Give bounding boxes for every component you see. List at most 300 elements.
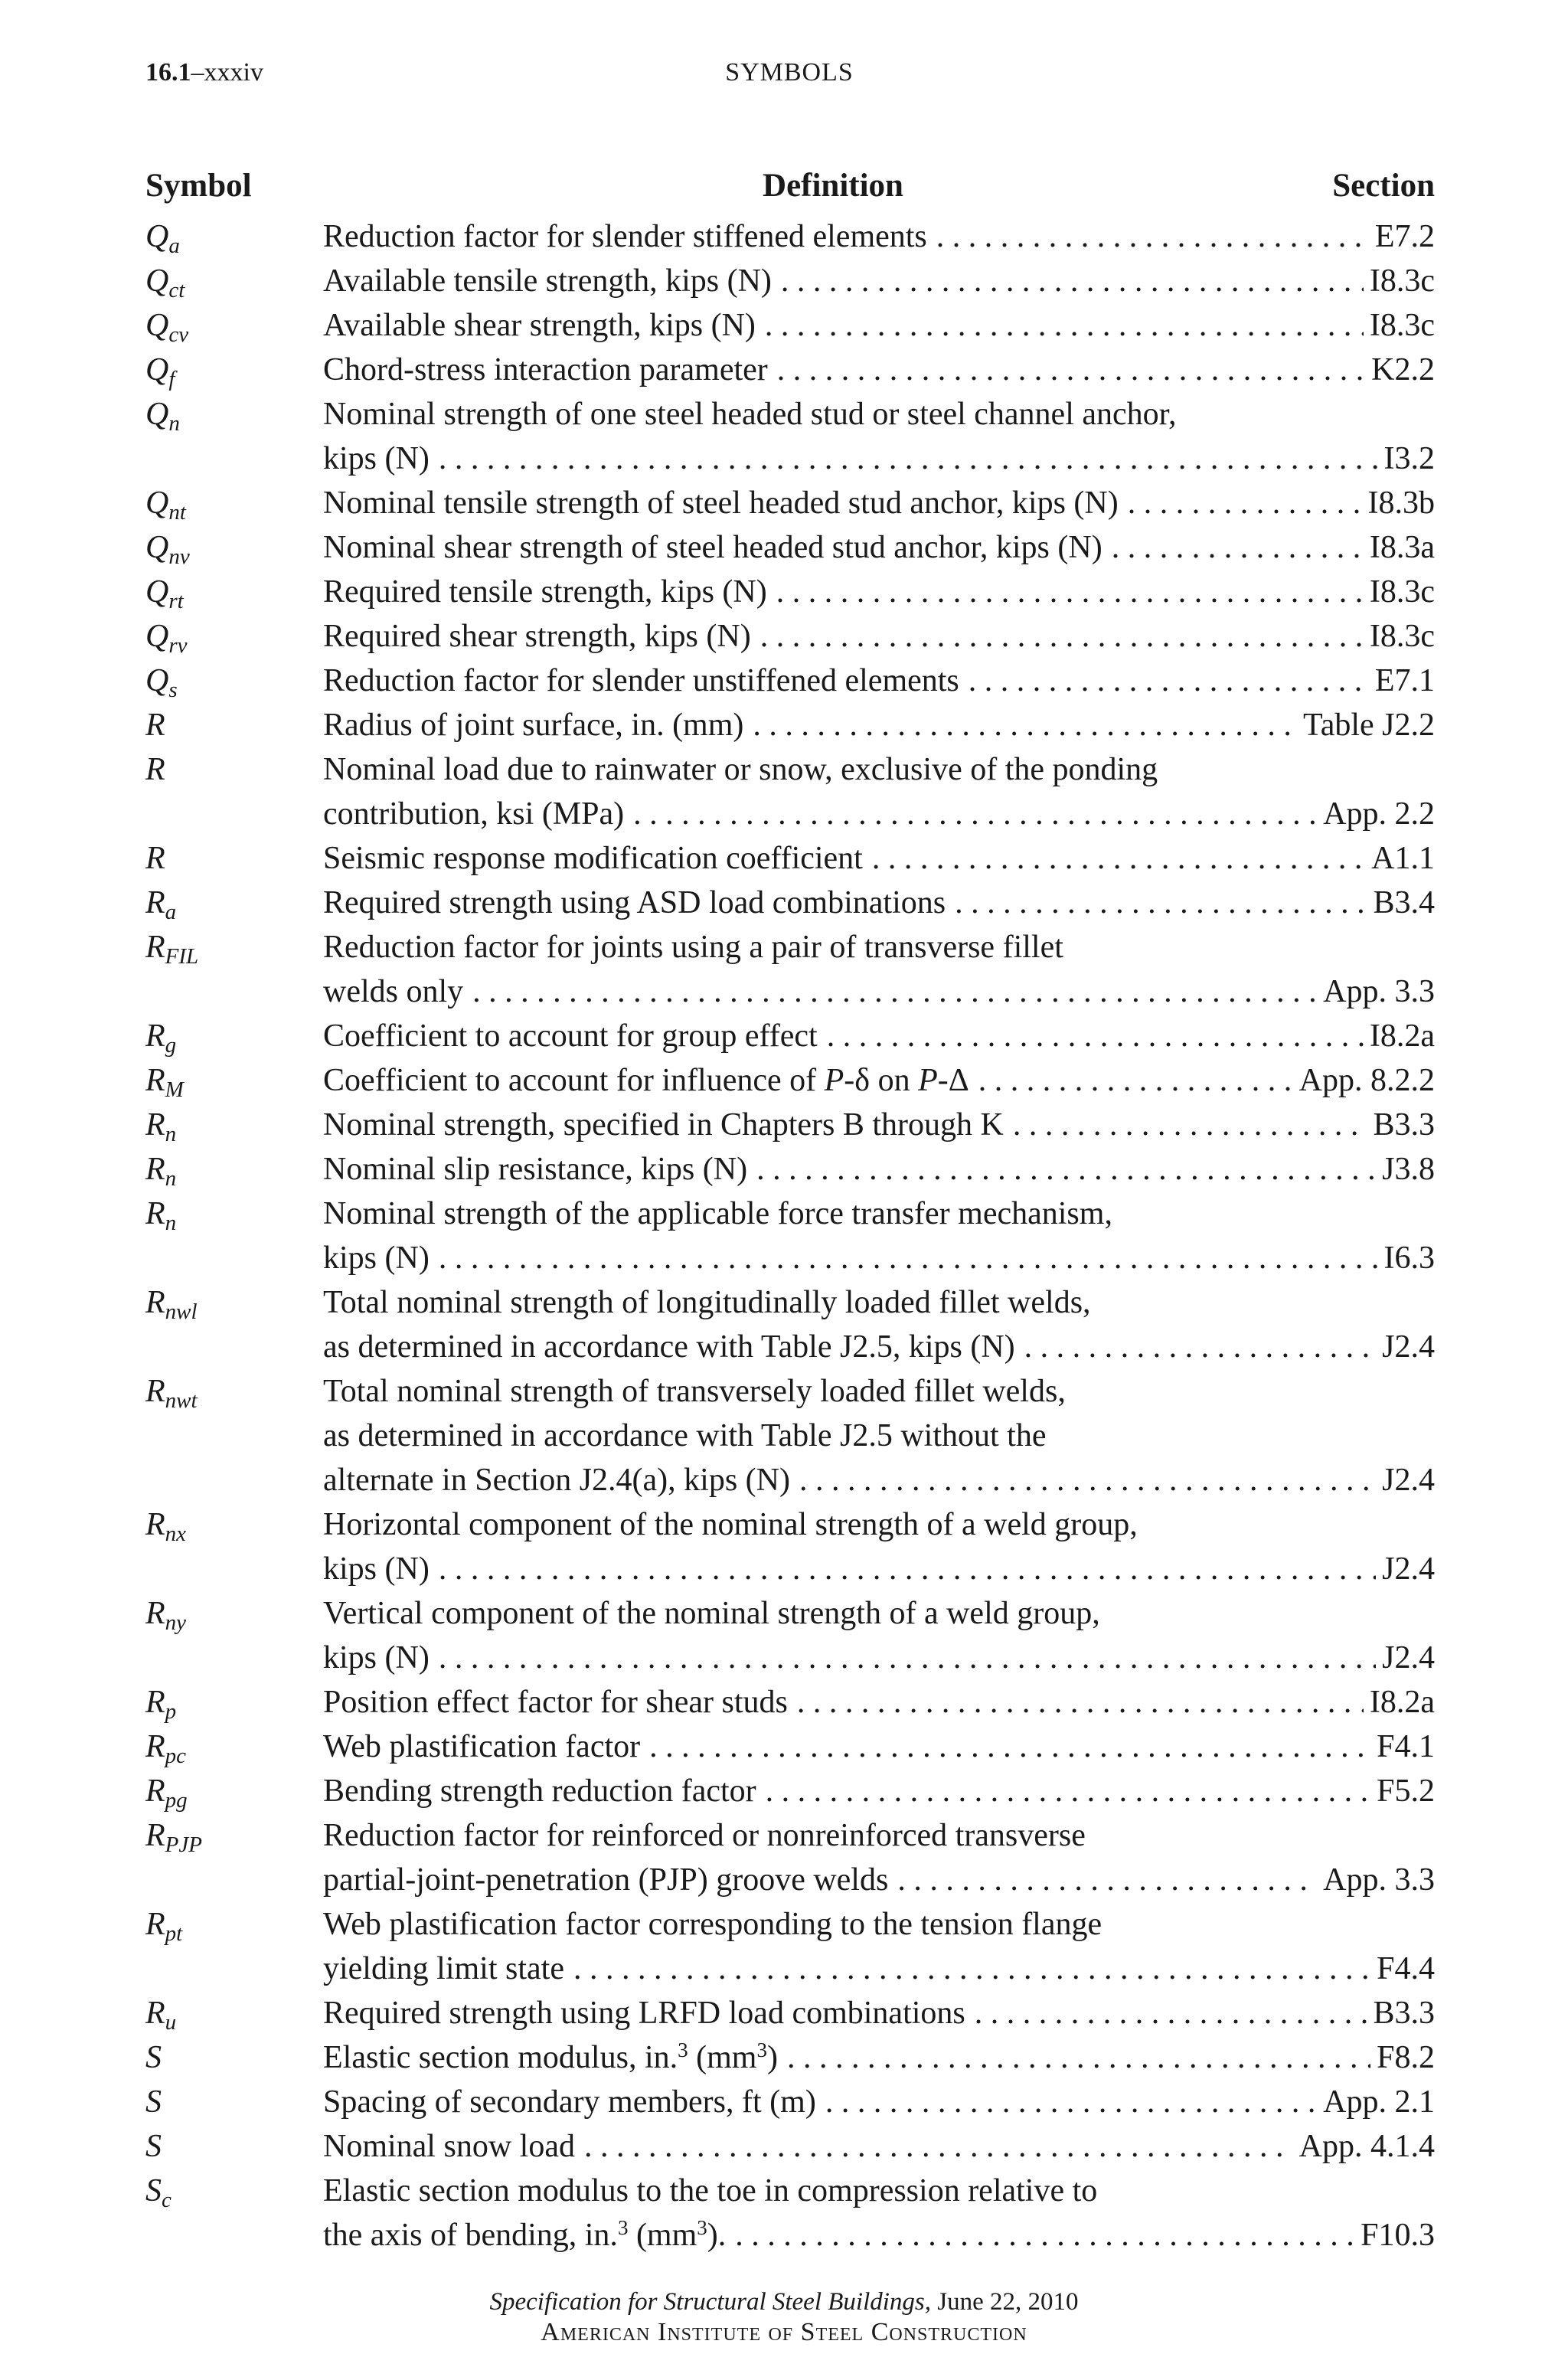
dot-leader xyxy=(439,1636,1376,1680)
symbol-base: R xyxy=(145,1907,165,1942)
symbol-entry xyxy=(145,925,1435,1014)
definition-text: Available tensile strength, kips (N) xyxy=(323,263,772,299)
symbol-entry xyxy=(145,1680,1435,1725)
symbol xyxy=(145,1014,323,1058)
definition-text: Seismic response modification coefficient xyxy=(323,841,863,876)
definition-text: Available shear strength, kips (N) xyxy=(323,308,756,343)
symbol-entry xyxy=(145,570,1435,614)
symbol xyxy=(145,259,323,303)
dot-leader xyxy=(573,1947,1370,1991)
dot-leader xyxy=(1024,1325,1376,1369)
definition-final-line xyxy=(323,1236,1435,1280)
definition-final-line xyxy=(323,1947,1435,1991)
symbol-subscript: s xyxy=(168,678,178,702)
section-reference: F4.1 xyxy=(1377,1729,1435,1764)
definition-final-line xyxy=(323,1325,1435,1369)
definition xyxy=(323,1280,1435,1369)
definition-text: alternate in Section J2.4(a), kips (N) xyxy=(323,1463,790,1498)
definition-line: Reduction factor for joints using a pair of transverse fillet xyxy=(323,930,1063,965)
symbol-base: S xyxy=(145,2173,162,2208)
section-reference: I8.2a xyxy=(1369,1018,1435,1054)
definition xyxy=(323,1502,1435,1591)
definition-final-line xyxy=(323,1858,1435,1902)
definition-final-line xyxy=(323,259,1435,303)
definition xyxy=(323,836,1435,881)
symbol xyxy=(145,1147,323,1192)
dot-leader xyxy=(439,436,1378,481)
definition-text: Elastic section modulus, in.$^3$ $(mm^3)$ xyxy=(323,2038,778,2075)
definition-text: welds only xyxy=(323,974,464,1009)
symbol xyxy=(145,2080,323,2124)
symbol-entry xyxy=(145,2169,1435,2257)
symbol-subscript: rv xyxy=(168,633,188,658)
symbol-entry xyxy=(145,525,1435,570)
symbol xyxy=(145,1502,323,1591)
definition-text: partial-joint-penetration (PJP) groove welds xyxy=(323,1862,889,1898)
definition-text: kips (N) xyxy=(323,1551,430,1587)
column-header-symbol: Symbol xyxy=(145,168,252,204)
definition xyxy=(323,525,1435,570)
definition-text: kips (N) xyxy=(323,1241,430,1276)
section-reference: I8.3c xyxy=(1369,263,1435,299)
dot-leader xyxy=(936,214,1369,259)
definition-text: Chord-stress interaction parameter xyxy=(323,352,768,387)
symbol-base: S xyxy=(145,2084,162,2120)
symbol-base: R xyxy=(145,1729,165,1764)
section-reference: A1.1 xyxy=(1371,841,1435,876)
definition-line: Nominal strength of the applicable force transfer mechanism, xyxy=(323,1196,1112,1231)
symbol-entry xyxy=(145,1502,1435,1591)
definition xyxy=(323,1591,1435,1680)
symbol-base: R xyxy=(145,930,165,965)
definition xyxy=(323,2124,1435,2169)
definition xyxy=(323,1680,1435,1725)
symbol-base: Q xyxy=(145,397,169,432)
symbol xyxy=(145,1813,323,1902)
definition xyxy=(323,1058,1435,1103)
definition xyxy=(323,1147,1435,1192)
definition-text: Bending strength reduction factor xyxy=(323,1774,756,1809)
symbol xyxy=(145,348,323,392)
symbol xyxy=(145,525,323,570)
symbol-base: Q xyxy=(145,263,169,299)
symbol-base: R xyxy=(145,708,165,743)
dot-leader xyxy=(975,1991,1367,2035)
symbol-subscript: pt xyxy=(165,1921,183,1946)
definition-final-line xyxy=(323,1769,1435,1813)
section-reference: I8.3a xyxy=(1369,530,1435,565)
section-reference: I8.3c xyxy=(1369,574,1435,610)
symbol-base: Q xyxy=(145,574,169,610)
symbol-base: Q xyxy=(145,663,169,698)
definition-final-line xyxy=(323,659,1435,703)
symbol-base: R xyxy=(145,1774,165,1809)
definition-text: Spacing of secondary members, ft (m) xyxy=(323,2084,816,2120)
definition-final-line xyxy=(323,481,1435,525)
section-reference: I6.3 xyxy=(1383,1241,1435,1276)
symbol xyxy=(145,1280,323,1369)
section-reference: App. 8.2.2 xyxy=(1298,1063,1435,1098)
symbol-subscript: ny xyxy=(165,1610,187,1635)
symbol-entry xyxy=(145,659,1435,703)
symbol-subscript: g xyxy=(165,1033,177,1058)
definition xyxy=(323,1103,1435,1147)
section-reference: E7.2 xyxy=(1374,219,1435,254)
symbol-base: Q xyxy=(145,485,169,521)
symbol-subscript: n xyxy=(165,1211,177,1235)
symbol xyxy=(145,881,323,925)
symbol xyxy=(145,1369,323,1502)
definition-text: Coefficient to account for influence of P-δ on P-Δ xyxy=(323,1063,969,1098)
section-reference: App. 2.2 xyxy=(1323,796,1435,832)
definition-text: Nominal slip resistance, kips (N) xyxy=(323,1152,748,1187)
symbol-base: Q xyxy=(145,619,169,654)
symbol-subscript: a xyxy=(165,900,177,924)
definition-text: as determined in accordance with Table J2.5, kips (N) xyxy=(323,1329,1015,1365)
symbol xyxy=(145,481,323,525)
dot-leader xyxy=(1112,525,1364,570)
dot-leader xyxy=(955,881,1367,925)
symbol-base: R xyxy=(145,1196,165,1231)
section-reference: I8.2a xyxy=(1369,1685,1435,1720)
symbol xyxy=(145,836,323,881)
definition-final-line xyxy=(323,436,1435,481)
symbol-entry xyxy=(145,392,1435,481)
definition-text: kips (N) xyxy=(323,1640,430,1675)
definition xyxy=(323,570,1435,614)
definition-final-line xyxy=(323,1725,1435,1769)
definition xyxy=(323,2169,1435,2257)
symbol-base: Q xyxy=(145,352,169,387)
definition-text: the axis of bending, in.$^3$ $(mm^3)$. xyxy=(323,2216,727,2253)
dot-leader xyxy=(978,1058,1293,1103)
definition-text: Required shear strength, kips (N) xyxy=(323,619,751,654)
definition xyxy=(323,659,1435,703)
definition xyxy=(323,747,1435,836)
dot-leader xyxy=(735,2213,1354,2257)
symbol-base: R xyxy=(145,1685,165,1720)
symbol-base: R xyxy=(145,1018,165,1054)
definition-line: Vertical component of the nominal strength of a weld group, xyxy=(323,1596,1100,1631)
symbol-base: R xyxy=(145,885,165,920)
definition-text: Radius of joint surface, in. (mm) xyxy=(323,708,744,743)
definition xyxy=(323,1902,1435,1991)
definition xyxy=(323,881,1435,925)
symbol-subscript: n xyxy=(168,411,180,436)
symbol xyxy=(145,1680,323,1725)
dot-leader xyxy=(777,348,1365,392)
dot-leader xyxy=(787,2035,1370,2080)
symbol-entry xyxy=(145,1103,1435,1147)
definition xyxy=(323,392,1435,481)
section-reference: J3.8 xyxy=(1382,1152,1435,1187)
definition-final-line xyxy=(323,2213,1435,2257)
definition xyxy=(323,614,1435,659)
symbol xyxy=(145,1192,323,1280)
definition xyxy=(323,1813,1435,1902)
symbol-subscript: nx xyxy=(165,1522,187,1546)
symbol xyxy=(145,1769,323,1813)
definition-text: yielding limit state xyxy=(323,1951,564,1986)
definition-text: kips (N) xyxy=(323,441,430,476)
symbol-subscript: n xyxy=(165,1166,177,1191)
section-reference: I3.2 xyxy=(1383,441,1435,476)
symbol-base: R xyxy=(145,841,165,876)
definition-final-line xyxy=(323,1014,1435,1058)
section-reference: B3.3 xyxy=(1373,1107,1435,1143)
symbol-base: R xyxy=(145,1507,165,1542)
symbol-list xyxy=(145,214,1435,2257)
symbol xyxy=(145,2169,323,2257)
symbol-entry xyxy=(145,1769,1435,1813)
symbol-base: R xyxy=(145,1996,165,2031)
symbol-base: R xyxy=(145,1374,165,1409)
dot-leader xyxy=(827,1014,1364,1058)
symbol xyxy=(145,1103,323,1147)
definition-text: Required strength using ASD load combinations xyxy=(323,885,946,920)
section-reference: F10.3 xyxy=(1361,2218,1435,2253)
symbol-base: R xyxy=(145,1285,165,1320)
dot-leader xyxy=(872,836,1365,881)
symbol-subscript: PJP xyxy=(165,1832,202,1857)
symbol-entry xyxy=(145,881,1435,925)
definition-final-line xyxy=(323,1636,1435,1680)
section-reference: App. 3.3 xyxy=(1323,974,1435,1009)
symbol-base: R xyxy=(145,752,165,787)
definition-line: Horizontal component of the nominal strength of a weld group, xyxy=(323,1507,1138,1542)
dot-leader xyxy=(472,969,1317,1014)
definition-final-line xyxy=(323,2124,1435,2169)
symbol-subscript: p xyxy=(165,1699,177,1724)
symbol xyxy=(145,925,323,1014)
section-reference: I8.3c xyxy=(1369,619,1435,654)
running-title: SYMBOLS xyxy=(725,58,854,87)
symbol-entry xyxy=(145,1369,1435,1502)
symbol-subscript: rt xyxy=(168,589,184,613)
definition xyxy=(323,259,1435,303)
definition-text: Nominal tensile strength of steel headed stud anchor, kips (N) xyxy=(323,485,1119,521)
page-number: 16.1–xxxiv xyxy=(145,58,263,87)
definition-final-line xyxy=(323,2080,1435,2124)
symbol-entry xyxy=(145,1591,1435,1680)
definition xyxy=(323,1369,1435,1502)
definition-line: Reduction factor for reinforced or nonreinforced transverse xyxy=(323,1818,1086,1853)
symbol xyxy=(145,1902,323,1991)
running-head xyxy=(145,58,1433,96)
symbol-entry xyxy=(145,259,1435,303)
section-reference: E7.1 xyxy=(1374,663,1435,698)
definition-text: Nominal snow load xyxy=(323,2129,575,2164)
symbol-base: R xyxy=(145,1152,165,1187)
symbol-subscript: ct xyxy=(168,278,185,302)
symbol-subscript: pc xyxy=(165,1744,187,1768)
dot-leader xyxy=(584,2124,1293,2169)
symbol-entry xyxy=(145,481,1435,525)
symbol-entry xyxy=(145,1902,1435,1991)
symbol-subscript: nt xyxy=(168,500,186,525)
definition-line: Web plastification factor corresponding to the tension flange xyxy=(323,1907,1102,1942)
symbol-base: Q xyxy=(145,530,169,565)
symbol xyxy=(145,2035,323,2080)
definition-text: Nominal shear strength of steel headed stud anchor, kips (N) xyxy=(323,530,1102,565)
definition-text: Web plastification factor xyxy=(323,1729,641,1764)
section-reference: F8.2 xyxy=(1377,2040,1435,2075)
symbol xyxy=(145,614,323,659)
footer-publisher: American Institute of Steel Construction xyxy=(541,2318,1027,2346)
definition-final-line xyxy=(323,525,1435,570)
dot-leader xyxy=(825,2080,1317,2124)
symbol-subscript: cv xyxy=(168,322,189,347)
section-reference: Table J2.2 xyxy=(1302,708,1435,743)
symbols-table xyxy=(145,167,1435,2257)
definition-final-line xyxy=(323,303,1435,348)
definition-final-line xyxy=(323,1103,1435,1147)
dot-leader xyxy=(797,1680,1364,1725)
dot-leader xyxy=(766,1769,1370,1813)
symbol-entry xyxy=(145,1058,1435,1103)
symbol xyxy=(145,747,323,836)
symbol xyxy=(145,303,323,348)
symbol xyxy=(145,570,323,614)
dot-leader xyxy=(753,703,1297,747)
column-header-section: Section xyxy=(1332,168,1435,204)
section-reference: J2.4 xyxy=(1382,1640,1435,1675)
definition-text: Reduction factor for slender stiffened elements xyxy=(323,219,927,254)
symbol-entry xyxy=(145,1813,1435,1902)
dot-leader xyxy=(799,1458,1376,1502)
symbol-base: Q xyxy=(145,308,169,343)
definition-final-line xyxy=(323,614,1435,659)
definition xyxy=(323,1192,1435,1280)
definition-final-line xyxy=(323,969,1435,1014)
definition-text: Reduction factor for slender unstiffened elements xyxy=(323,663,959,698)
symbol-entry xyxy=(145,1991,1435,2035)
definition-line: Elastic section modulus to the toe in compression relative to xyxy=(323,2173,1098,2208)
definition-line: as determined in accordance with Table J2.5 without the xyxy=(323,1418,1047,1453)
definition-final-line xyxy=(323,1058,1435,1103)
definition xyxy=(323,348,1435,392)
dot-leader xyxy=(765,303,1364,348)
section-reference: K2.2 xyxy=(1371,352,1435,387)
definition xyxy=(323,925,1435,1014)
definition-final-line xyxy=(323,1458,1435,1502)
dot-leader xyxy=(1128,481,1362,525)
dot-leader xyxy=(439,1547,1376,1591)
definition-final-line xyxy=(323,570,1435,614)
definition xyxy=(323,1014,1435,1058)
section-reference: App. 3.3 xyxy=(1323,1862,1435,1898)
symbol-entry xyxy=(145,348,1435,392)
definition-text: Nominal strength, specified in Chapters B through K xyxy=(323,1107,1004,1143)
definition xyxy=(323,1991,1435,2035)
section-reference: B3.3 xyxy=(1373,1996,1435,2031)
section-reference: J2.4 xyxy=(1382,1329,1435,1365)
definition-final-line xyxy=(323,1547,1435,1591)
symbol-subscript: u xyxy=(165,2010,177,2035)
dot-leader xyxy=(760,614,1364,659)
section-reference: App. 2.1 xyxy=(1323,2084,1435,2120)
symbol-subscript: nwt xyxy=(165,1388,198,1413)
definition-final-line xyxy=(323,1991,1435,2035)
definition xyxy=(323,1769,1435,1813)
section-reference: I8.3b xyxy=(1367,485,1435,521)
symbol xyxy=(145,1591,323,1680)
definition xyxy=(323,703,1435,747)
definition-final-line xyxy=(323,703,1435,747)
dot-leader xyxy=(781,259,1364,303)
symbol-entry xyxy=(145,2035,1435,2080)
column-header-definition: Definition xyxy=(763,168,903,204)
symbol-entry xyxy=(145,303,1435,348)
symbol-base: S xyxy=(145,2040,162,2075)
definition-final-line xyxy=(323,348,1435,392)
symbol-subscript: f xyxy=(168,367,175,391)
symbol-subscript: pg xyxy=(165,1788,188,1813)
symbol-subscript: n xyxy=(165,1122,177,1146)
definition xyxy=(323,303,1435,348)
definition-final-line xyxy=(323,836,1435,881)
definition-text: Coefficient to account for group effect xyxy=(323,1018,818,1054)
symbol xyxy=(145,214,323,259)
definition-text: Required tensile strength, kips (N) xyxy=(323,574,767,610)
symbol-base: Q xyxy=(145,219,169,254)
definition-text: contribution, ksi (MPa) xyxy=(323,796,625,832)
section-reference: B3.4 xyxy=(1373,885,1435,920)
definition xyxy=(323,214,1435,259)
definition-line: Nominal strength of one steel headed stud or steel channel anchor, xyxy=(323,397,1177,432)
symbol-entry xyxy=(145,1280,1435,1369)
symbol-entry xyxy=(145,1192,1435,1280)
dot-leader xyxy=(633,792,1317,836)
symbol-entry xyxy=(145,703,1435,747)
dot-leader xyxy=(897,1858,1317,1902)
symbol-entry xyxy=(145,2080,1435,2124)
section-reference: J2.4 xyxy=(1382,1463,1435,1498)
symbol-subscript: nv xyxy=(168,544,190,569)
section-reference: J2.4 xyxy=(1382,1551,1435,1587)
symbol-entry xyxy=(145,2124,1435,2169)
symbol-base: R xyxy=(145,1596,165,1631)
symbol-entry xyxy=(145,1725,1435,1769)
symbol xyxy=(145,659,323,703)
section-reference: App. 4.1.4 xyxy=(1298,2129,1435,2164)
dot-leader xyxy=(439,1236,1378,1280)
definition-line: Nominal load due to rainwater or snow, exclusive of the ponding xyxy=(323,752,1158,787)
symbol-entry xyxy=(145,747,1435,836)
section-reference: F4.4 xyxy=(1377,1951,1435,1986)
symbol xyxy=(145,1725,323,1769)
definition-text: Required strength using LRFD load combinations xyxy=(323,1996,965,2031)
symbol-subscript: M xyxy=(165,1077,184,1102)
symbol-base: R xyxy=(145,1063,165,1098)
dot-leader xyxy=(969,659,1369,703)
symbol-entry xyxy=(145,1147,1435,1192)
symbol xyxy=(145,2124,323,2169)
symbol-base: R xyxy=(145,1107,165,1143)
symbol-subscript: FIL xyxy=(165,944,199,969)
table-header xyxy=(145,167,1435,214)
definition-final-line xyxy=(323,881,1435,925)
definition-final-line xyxy=(323,1147,1435,1192)
definition-final-line xyxy=(323,214,1435,259)
symbol xyxy=(145,392,323,481)
definition-final-line xyxy=(323,2035,1435,2080)
symbol-entry xyxy=(145,214,1435,259)
symbol-base: S xyxy=(145,2129,162,2164)
definition xyxy=(323,481,1435,525)
section-reference: I8.3c xyxy=(1369,308,1435,343)
footer-citation: Specification for Structural Steel Buildings, June 22, 2010 xyxy=(489,2288,1079,2316)
